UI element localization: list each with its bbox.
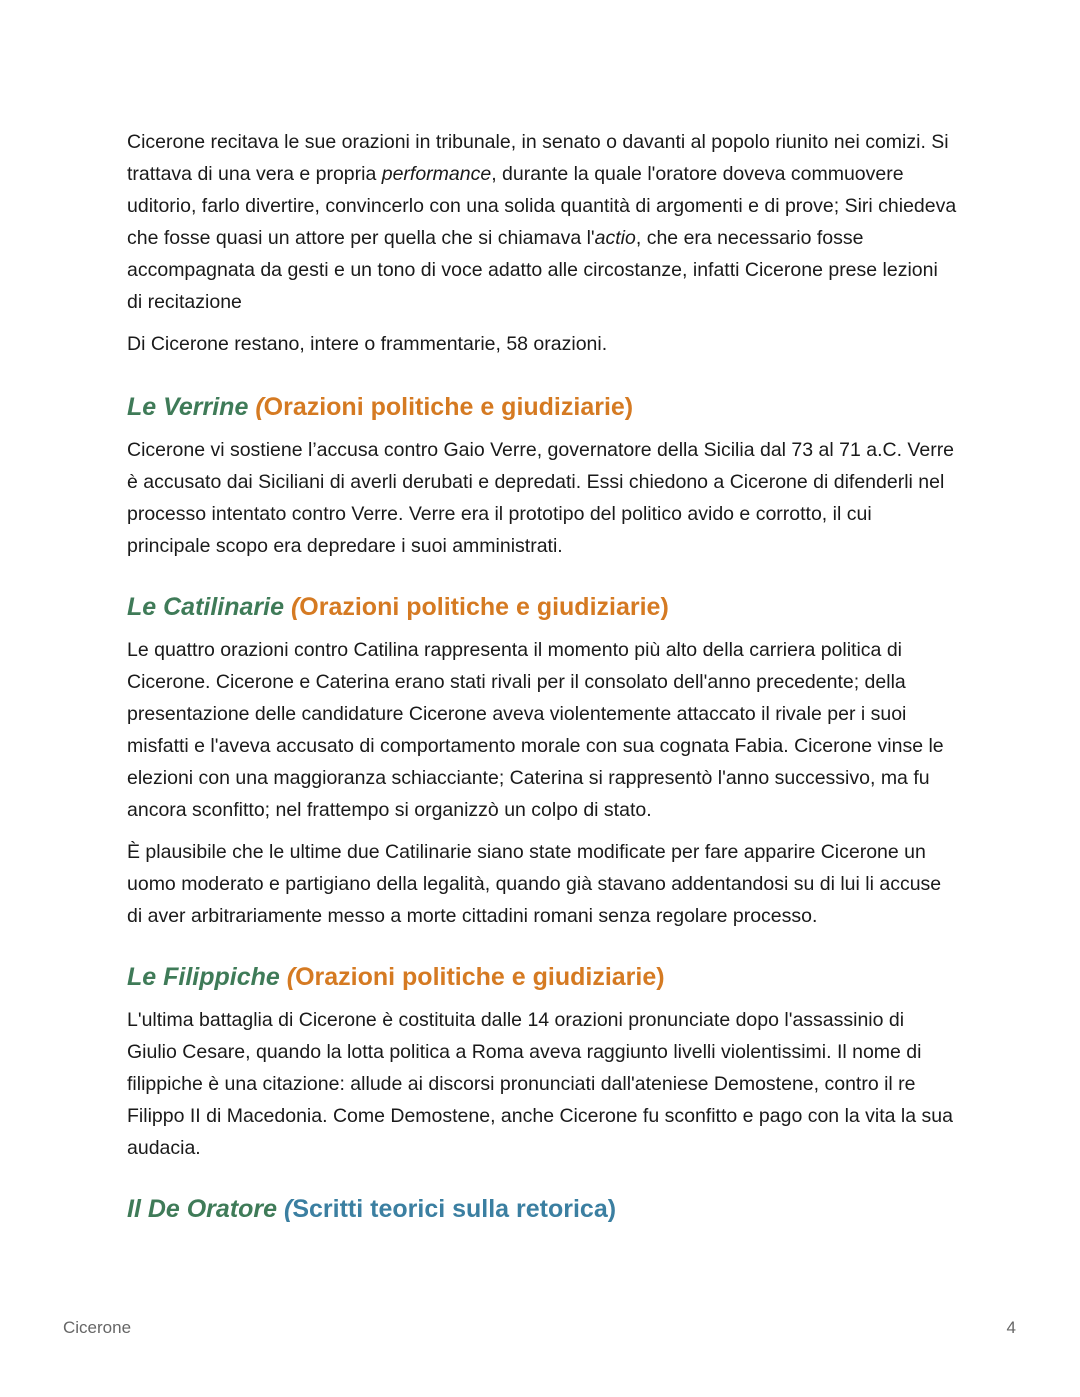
heading-paren: (: [290, 593, 300, 621]
intro-text-b: , durante la quale l'oratore doveva commuovere uditorio, farlo divertire, convincerlo con una solida quantità di argomenti e di prove; Siri chiedeva che fosse quasi un attore per quella che si chiamava l': [127, 163, 957, 249]
heading-subtitle: Scritti teorici sulla retorica): [292, 1195, 617, 1223]
intro-text-c: , che era necessario fosse accompagnata da gesti e un tono di voce adatto alle circostanze, infatti Cicerone prese lezioni di recitazione: [127, 227, 938, 313]
heading-paren: (: [286, 963, 296, 991]
heading-paren: (: [255, 393, 264, 421]
section-paragraph: L'ultima battaglia di Cicerone è costituita dalle 14 orazioni pronunciate dopo l'assassinio di Giulio Cesare, quando la lotta politica a Roma aveva raggiunto livelli violentissimi. Il nome di filippiche è una citazione: allude ai discorsi pronunciati dall'ateniese Demostene, contro il re Filippo II di Macedonia. Come Demostene, anche Cicerone fu sconfitto e pago con la vita la sua audacia.: [127, 1009, 953, 1159]
heading-title: Le Verrine: [127, 393, 249, 421]
section-heading-filippiche: [127, 960, 957, 994]
document-page: [127, 126, 957, 1226]
heading-paren: (: [284, 1195, 293, 1223]
intro-paragraph-2: Di Cicerone restano, intere o frammentarie, 58 orazioni.: [127, 333, 608, 355]
heading-title: Il De Oratore: [127, 1195, 278, 1223]
heading-subtitle: Orazioni politiche e giudiziarie): [295, 963, 665, 991]
intro-emphasis-actio: actio: [594, 227, 636, 249]
heading-subtitle: Orazioni politiche e giudiziarie): [299, 593, 669, 621]
section-heading-catilinarie: [127, 590, 957, 624]
intro-emphasis-performance: performance: [381, 163, 492, 185]
footer-page-number: 4: [1006, 1318, 1016, 1337]
section-paragraph: Le quattro orazioni contro Catilina rappresenta il momento più alto della carriera politica di Cicerone. Cicerone e Caterina erano stati rivali per il consolato dell'anno precedente; della presentazione delle candidature Cicerone aveva violentemente attaccato il rivale per i suoi misfatti e l'aveva accusato di comportamento morale con sua cognata Fabia. Cicerone vinse le elezioni con una maggioranza schiacciante; Caterina si rappresentò l'anno successivo, ma fu ancora sconfitto; nel frattempo si organizzò un colpo di stato.: [127, 639, 944, 821]
heading-title: Le Catilinarie: [127, 593, 284, 621]
footer-document-title: Cicerone: [63, 1318, 132, 1337]
section-heading-verrine: [127, 390, 957, 424]
section-paragraph: È plausibile che le ultime due Catilinarie siano state modificate per fare apparire Cicerone un uomo moderato e partigiano della legalità, quando già stavano addentandosi su di lui li accuse di aver arbitrariamente messo a morte cittadini romani senza regolare processo.: [127, 841, 942, 927]
heading-title: Le Filippiche: [127, 963, 280, 991]
intro-paragraph-1: [127, 126, 957, 318]
heading-subtitle: Orazioni politiche e giudiziarie): [263, 393, 634, 421]
section-heading-de-oratore: [127, 1192, 957, 1226]
section-paragraph: Cicerone vi sostiene l’accusa contro Gaio Verre, governatore della Sicilia dal 73 al 71 a.C. Verre è accusato dai Siciliani di averli derubati e depredati. Essi chiedono a Cicerone di difenderli nel processo intentato contro Verre. Verre era il prototipo del politico avido e corrotto, il cui principale scopo era depredare i suoi amministrati.: [127, 439, 955, 557]
intro-text-a: Cicerone recitava le sue orazioni in tribunale, in senato o davanti al popolo riunito nei comizi. Si trattava di una vera e propria: [127, 131, 949, 185]
